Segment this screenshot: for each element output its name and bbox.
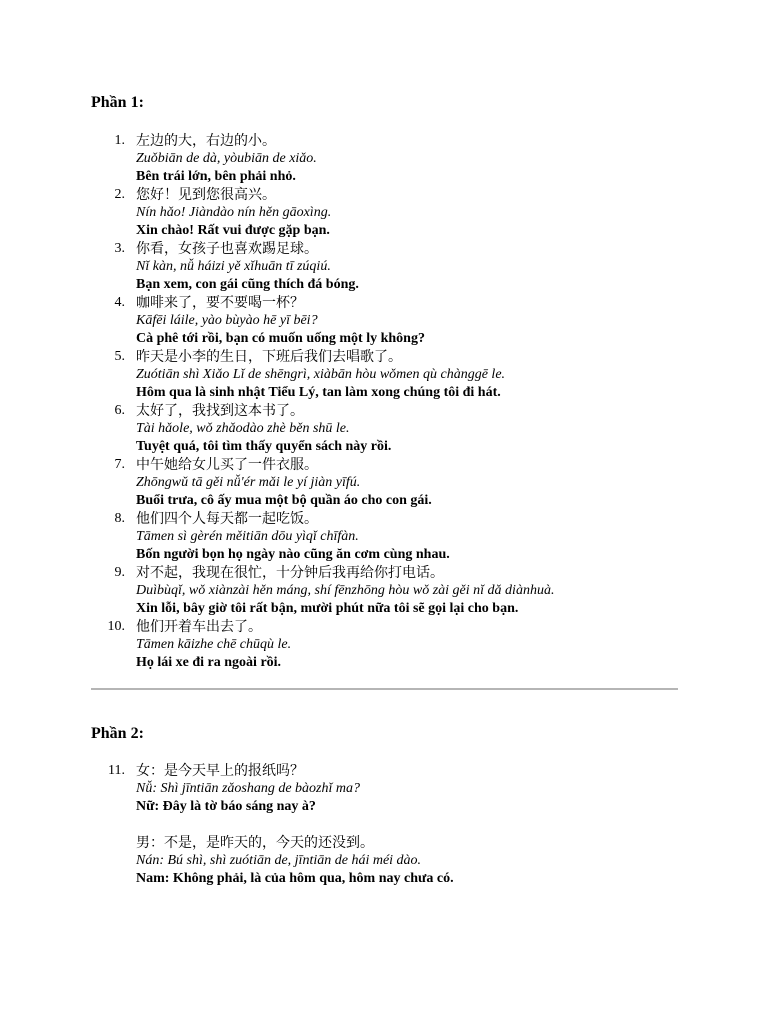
- chinese-sentence: 左边的大，右边的小。: [136, 133, 276, 149]
- blank-line: [136, 816, 691, 834]
- vietnamese-translation: Xin chào! Rất vui được gặp bạn.: [136, 223, 330, 238]
- list-item: [91, 456, 691, 510]
- chinese-sentence: 昨天是小李的生日，下班后我们去唱歌了。: [136, 349, 402, 365]
- pinyin-line: Zuótiān shì Xiǎo Lǐ de shēngrì, xiàbān hòu wǒmen qù chànggē le.: [136, 367, 506, 382]
- item-number: 6.: [114, 403, 125, 418]
- list-item: [91, 402, 691, 456]
- chinese-sentence: 他们开着车出去了。: [136, 619, 262, 635]
- section-1-list: [91, 132, 691, 672]
- item-number: 4.: [114, 295, 125, 310]
- section-2-list: [91, 762, 691, 888]
- item-number: 10.: [107, 619, 125, 634]
- list-item: [91, 348, 691, 402]
- item-number: 9.: [114, 565, 125, 580]
- item-number: 5.: [114, 349, 125, 364]
- list-item: [91, 132, 691, 186]
- dialog-item: [91, 762, 691, 888]
- item-number: 8.: [114, 511, 125, 526]
- chinese-sentence: 您好！见到您很高兴。: [136, 187, 276, 203]
- list-item: [91, 186, 691, 240]
- pinyin-line: Kāfēi láile, yào bùyào hē yī bēi?: [136, 313, 318, 328]
- vietnamese-translation: Bạn xem, con gái cũng thích đá bóng.: [136, 277, 359, 292]
- section-divider: [91, 688, 678, 690]
- item-number: 11.: [108, 763, 125, 778]
- chinese-sentence: 咖啡来了，要不要喝一杯？: [136, 295, 304, 311]
- chinese-sentence: 你看，女孩子也喜欢踢足球。: [136, 241, 318, 257]
- list-item: [91, 618, 691, 672]
- vietnamese-translation: Họ lái xe đi ra ngoài rồi.: [136, 655, 282, 670]
- pinyin-line: Tāmen sì gèrén měitiān dōu yìqǐ chīfàn.: [136, 529, 359, 544]
- pinyin-line: Tāmen kāizhe chē chūqù le.: [136, 637, 292, 652]
- vietnamese-translation: Xin lỗi, bây giờ tôi rất bận, mười phút nữa tôi sẽ gọi lại cho bạn.: [136, 601, 519, 616]
- list-item: [91, 294, 691, 348]
- section-2-title: Phần 2:: [91, 725, 144, 742]
- vietnamese-translation: Tuyệt quá, tôi tìm thấy quyển sách này rồi.: [136, 439, 392, 454]
- chinese-sentence: 太好了，我找到这本书了。: [136, 403, 304, 419]
- pinyin-line: Nǐ kàn, nǚ háizi yě xǐhuān tī zúqiú.: [136, 259, 331, 274]
- vietnamese-translation: Bốn người bọn họ ngày nào cũng ăn cơm cùng nhau.: [136, 547, 450, 562]
- list-item: [91, 564, 691, 618]
- item-number: 2.: [114, 187, 125, 202]
- chinese-sentence: 女：是今天早上的报纸吗？: [136, 763, 304, 779]
- pinyin-line: Zuǒbiān de dà, yòubiān de xiǎo.: [136, 151, 317, 166]
- vietnamese-translation: Cà phê tới rồi, bạn có muốn uống một ly không?: [136, 331, 425, 346]
- pinyin-line: Tài hǎole, wǒ zhǎodào zhè běn shū le.: [136, 421, 350, 436]
- pinyin-line: Nín hǎo! Jiàndào nín hěn gāoxìng.: [136, 205, 332, 220]
- vietnamese-translation: Bên trái lớn, bên phải nhỏ.: [136, 169, 296, 184]
- item-number: 7.: [114, 457, 125, 472]
- chinese-sentence: 对不起，我现在很忙，十分钟后我再给你打电话。: [136, 565, 444, 581]
- pinyin-line: Duìbùqǐ, wǒ xiànzài hěn máng, shí fēnzhōng hòu wǒ zài gěi nǐ dǎ diànhuà.: [136, 583, 555, 598]
- vietnamese-translation: Hôm qua là sinh nhật Tiểu Lý, tan làm xong chúng tôi đi hát.: [136, 385, 501, 400]
- pinyin-line: Nǚ: Shì jīntiān zǎoshang de bàozhǐ ma?: [136, 781, 361, 796]
- item-number: 3.: [114, 241, 125, 256]
- pinyin-line: Nán: Bú shì, shì zuótiān de, jīntiān de hái méi dào.: [136, 853, 422, 868]
- list-item: [91, 240, 691, 294]
- chinese-sentence: 男：不是，是昨天的，今天的还没到。: [136, 835, 374, 851]
- item-number: 1.: [114, 133, 125, 148]
- section-1-title: Phần 1:: [91, 94, 144, 111]
- list-item: [91, 510, 691, 564]
- chinese-sentence: 中午她给女儿买了一件衣服。: [136, 457, 318, 473]
- vietnamese-translation: Nam: Không phải, là của hôm qua, hôm nay chưa có.: [136, 871, 454, 886]
- vietnamese-translation: Nữ: Đây là tờ báo sáng nay à?: [136, 799, 316, 814]
- pinyin-line: Zhōngwǔ tā gěi nǚ'ér mǎi le yí jiàn yīfú.: [136, 475, 361, 490]
- vietnamese-translation: Buổi trưa, cô ấy mua một bộ quần áo cho con gái.: [136, 493, 432, 508]
- chinese-sentence: 他们四个人每天都一起吃饭。: [136, 511, 318, 527]
